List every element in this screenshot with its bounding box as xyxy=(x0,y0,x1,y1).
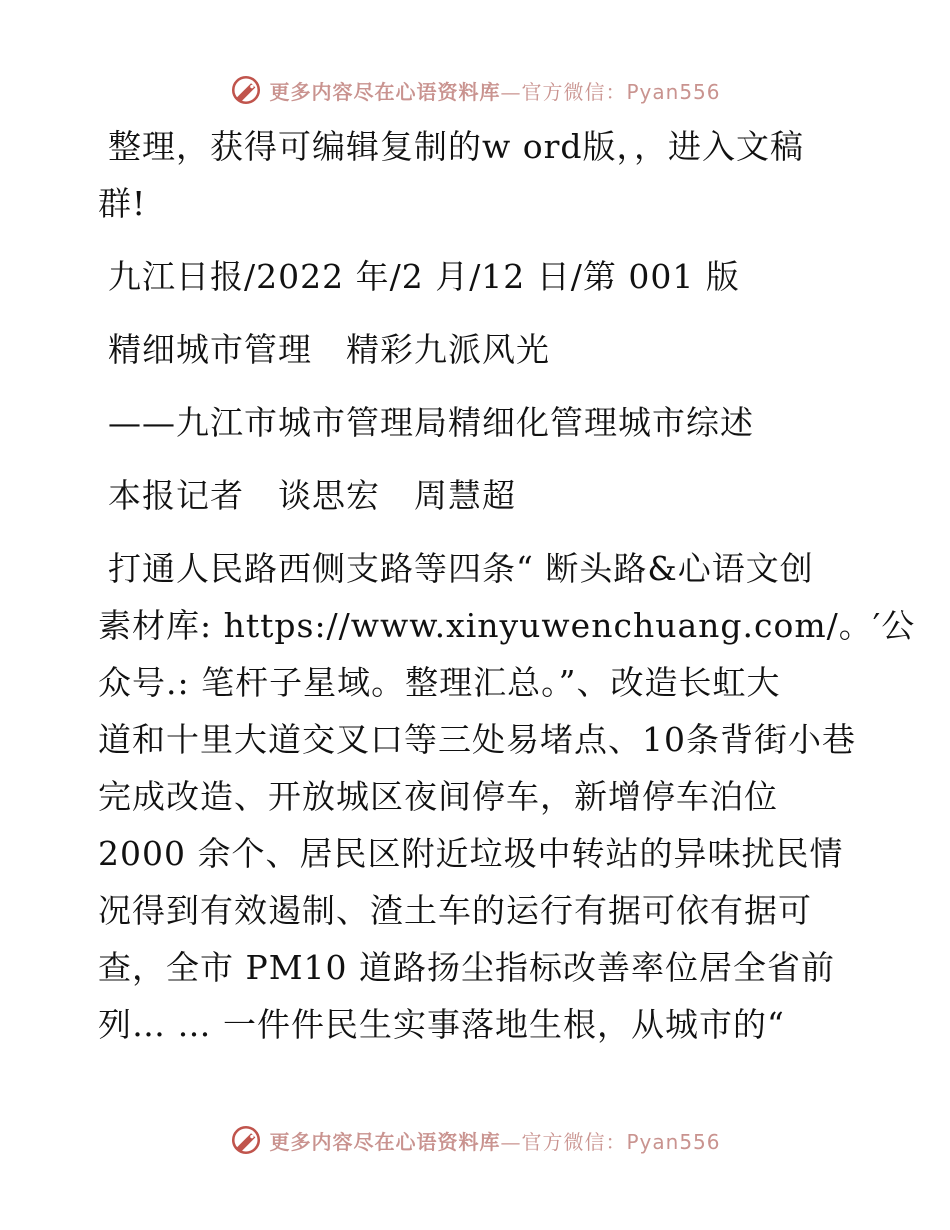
text-line: 2000 余个、居民区附近垃圾中转站的异味扰民情 xyxy=(98,834,844,873)
pen-nib-logo-icon xyxy=(229,1123,263,1157)
text-line: 况得到有效遏制、渣土车的运行有据可依有据可 xyxy=(98,891,812,930)
banner-text: 更多内容尽在心语资料库—官方微信：Pyan556 xyxy=(269,1129,721,1154)
text-line: 整理，获得可编辑复制的w ord版，，进入文稿 xyxy=(108,127,805,166)
newspaper-source xyxy=(98,248,858,305)
footer-banner xyxy=(0,1120,950,1160)
article-subtitle xyxy=(98,394,858,451)
text-line: 完成改造、开放城区夜间停车，新增停车泊位 xyxy=(98,777,778,816)
text-line: 众号.: 笔杆子星域。整理汇总。”、改造长虹大 xyxy=(98,663,781,702)
text-line: ——九江市城市管理局精细化管理城市综述 xyxy=(108,403,754,442)
text-line: 道和十里大道交叉口等三处易堵点、10条背街小巷 xyxy=(98,720,856,759)
text-line: 本报记者 谈思宏 周慧超 xyxy=(108,476,516,515)
pen-nib-logo-icon xyxy=(229,73,263,107)
article-body-paragraph xyxy=(98,540,916,1053)
article-title xyxy=(98,321,858,378)
text-line: 精细城市管理 精彩九派风光 xyxy=(108,330,550,369)
text-line: 查，全市 PM10 道路扬尘指标改善率位居全省前 xyxy=(98,948,835,987)
text-line: 群! xyxy=(98,184,147,223)
text-line: 九江日报/2022 年/2 月/12 日/第 001 版 xyxy=(108,257,740,296)
document-body xyxy=(98,118,916,1069)
paragraph-intro xyxy=(98,118,858,232)
article-byline xyxy=(98,467,858,524)
text-line: 素材库: https://www.xinyuwenchuang.com/。′公 xyxy=(98,606,916,645)
banner-text: 更多内容尽在心语资料库—官方微信：Pyan556 xyxy=(269,79,721,104)
text-line: 打通人民路西侧支路等四条“ 断头路&心语文创 xyxy=(108,549,814,588)
header-banner xyxy=(0,70,950,110)
text-line: 列… … 一件件民生实事落地生根，从城市的“ xyxy=(98,1005,785,1044)
